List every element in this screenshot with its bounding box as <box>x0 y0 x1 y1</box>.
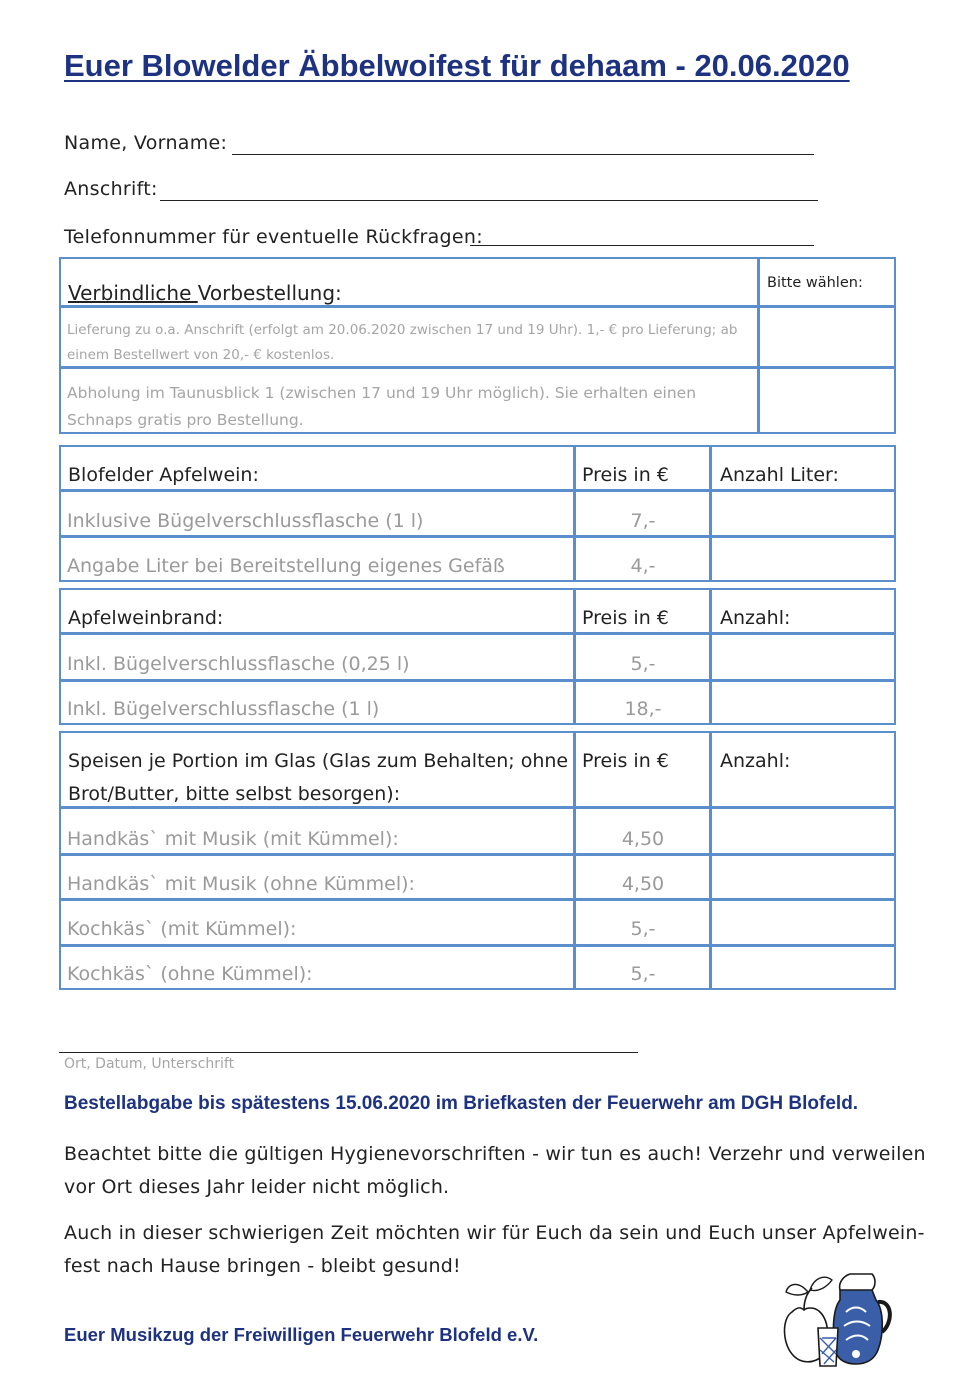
closing-line1: Auch in dieser schwierigen Zeit möchten wir für Euch da sein und Euch unser Apfelwein- <box>64 1222 925 1244</box>
qty-input[interactable] <box>714 684 892 722</box>
item-label: Handkäs` mit Musik (ohne Kümmel): <box>67 873 415 895</box>
qty-input[interactable] <box>714 494 892 532</box>
address-label: Anschrift: <box>64 178 158 200</box>
signature-label: Ort, Datum, Unterschrift <box>64 1056 235 1072</box>
item-price: 4,- <box>630 555 656 577</box>
pickup-option-text: Abholung im Taunusblick 1 (zwischen 17 und 19 Uhr möglich). Sie erhalten einen Schnaps gratis pro Bestellung. <box>67 384 697 429</box>
divider <box>757 257 760 434</box>
hygiene-line2: vor Ort dieses Jahr leider nicht möglich. <box>64 1176 450 1198</box>
item-price: 5,- <box>630 653 656 675</box>
qty-input[interactable] <box>714 858 892 896</box>
price-header: Preis in € <box>582 607 669 629</box>
item-price: 5,- <box>630 963 656 985</box>
phone-field[interactable] <box>470 245 814 246</box>
divider <box>59 806 896 809</box>
divider <box>59 853 896 856</box>
item-price: 4,50 <box>621 873 665 895</box>
delivery-option-text: Lieferung zu o.a. Anschrift (erfolgt am 20.06.2020 zwischen 17 und 19 Uhr). 1,- € pro Lieferung; ab einem Bestellwert von 20,- € kostenlos. <box>67 322 738 363</box>
page-title: Euer Blowelder Äbbelwoifest für dehaam - 20.06.2020 <box>64 48 850 83</box>
divider <box>59 679 896 682</box>
item-label: Inkl. Bügelverschlussflasche (0,25 l) <box>67 653 410 675</box>
divider <box>59 535 896 538</box>
deadline-text: Bestellabgabe bis spätestens 15.06.2020 im Briefkasten der Feuerwehr am DGH Blofeld. <box>64 1093 859 1114</box>
price-header: Preis in € <box>582 464 669 486</box>
brand-heading: Apfelweinbrand: <box>68 607 224 629</box>
address-field[interactable] <box>160 200 818 201</box>
divider <box>59 632 896 635</box>
qty-input[interactable] <box>714 812 892 850</box>
signature-field[interactable] <box>59 1052 638 1053</box>
delivery-checkbox[interactable] <box>808 318 846 356</box>
item-price: 18,- <box>624 698 662 720</box>
name-field[interactable] <box>232 154 814 155</box>
food-heading-line2: Brot/Butter, bitte selbst besorgen): <box>68 783 401 805</box>
item-label: Kochkäs` (ohne Kümmel): <box>67 963 313 985</box>
price-header: Preis in € <box>582 750 669 772</box>
pickup-checkbox[interactable] <box>808 382 846 420</box>
qty-input[interactable] <box>714 540 892 578</box>
name-label: Name, Vorname: <box>64 132 228 154</box>
divider <box>709 731 712 990</box>
divider <box>59 898 896 901</box>
phone-label: Telefonnummer für eventuelle Rückfragen: <box>64 226 483 248</box>
qty-header: Anzahl Liter: <box>720 464 839 486</box>
item-price: 7,- <box>630 510 656 532</box>
closing-line2: fest nach Hause bringen - bleibt gesund! <box>64 1255 461 1277</box>
item-price: 5,- <box>630 918 656 940</box>
item-label: Inkl. Bügelverschlussflasche (1 l) <box>67 698 380 720</box>
divider <box>573 731 576 990</box>
signoff-text: Euer Musikzug der Freiwilligen Feuerwehr Blofeld e.V. <box>64 1324 539 1345</box>
preorder-heading-underlined: Verbindliche <box>68 281 198 305</box>
item-price: 4,50 <box>621 828 665 850</box>
choose-label: Bitte wählen: <box>767 275 863 291</box>
qty-header: Anzahl: <box>720 607 791 629</box>
item-label: Inklusive Bügelverschlussflasche (1 l) <box>67 510 424 532</box>
divider <box>59 305 896 308</box>
apple-jug-icon <box>780 1262 896 1370</box>
divider <box>59 489 896 492</box>
qty-input[interactable] <box>714 637 892 675</box>
qty-input[interactable] <box>714 949 892 987</box>
preorder-heading <box>68 281 342 305</box>
divider <box>59 944 896 947</box>
item-label: Angabe Liter bei Bereitstellung eigenes Gefäß <box>67 555 505 577</box>
apfelwein-heading: Blofelder Apfelwein: <box>68 464 259 486</box>
food-heading-line1: Speisen je Portion im Glas (Glas zum Behalten; ohne <box>68 750 569 772</box>
qty-input[interactable] <box>714 903 892 941</box>
item-label: Kochkäs` (mit Kümmel): <box>67 918 297 940</box>
qty-header: Anzahl: <box>720 750 791 772</box>
item-label: Handkäs` mit Musik (mit Kümmel): <box>67 828 399 850</box>
hygiene-line1: Beachtet bitte die gültigen Hygienevorschriften - wir tun es auch! Verzehr und verweilen <box>64 1143 926 1165</box>
preorder-heading-rest: Vorbestellung: <box>197 281 342 305</box>
